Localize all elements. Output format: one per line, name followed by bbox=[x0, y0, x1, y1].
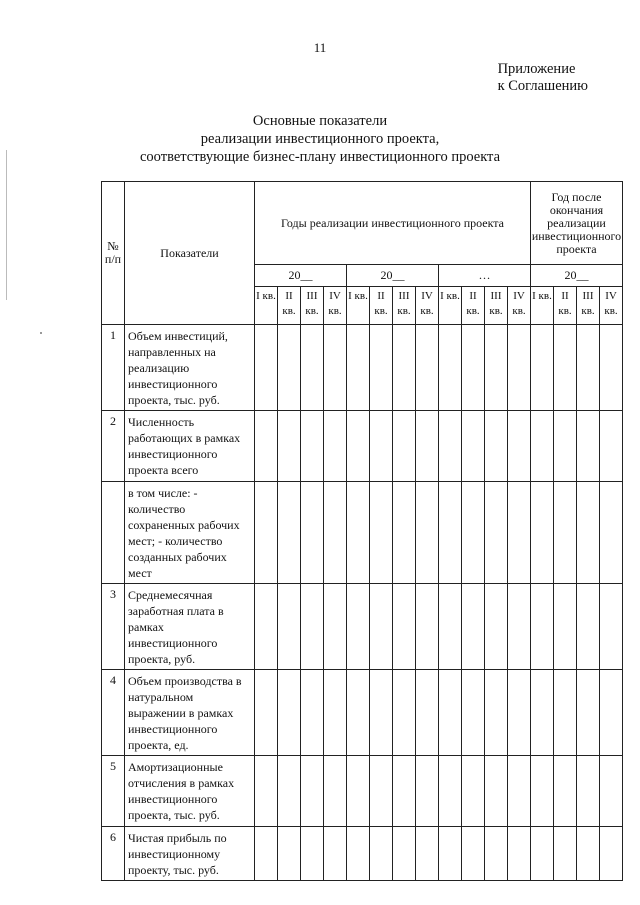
value-cell bbox=[347, 584, 370, 670]
row-number: 6 bbox=[102, 827, 125, 881]
value-cell bbox=[278, 411, 301, 482]
year-label: … bbox=[439, 265, 531, 287]
value-cell bbox=[485, 325, 508, 411]
value-cell bbox=[393, 670, 416, 756]
value-cell bbox=[554, 482, 577, 584]
quarter-label: III кв. bbox=[393, 287, 416, 325]
appendix-note bbox=[498, 61, 588, 95]
title-line-1: Основные показатели bbox=[252, 113, 388, 129]
appendix-line-2: к Соглашению bbox=[497, 78, 588, 94]
value-cell bbox=[485, 756, 508, 827]
value-cell bbox=[531, 670, 554, 756]
value-cell bbox=[577, 482, 600, 584]
row-number: 5 bbox=[102, 756, 125, 827]
value-cell bbox=[347, 756, 370, 827]
scan-artifact-dot bbox=[40, 332, 42, 334]
value-cell bbox=[462, 584, 485, 670]
value-cell bbox=[485, 411, 508, 482]
value-cell bbox=[416, 482, 439, 584]
year-label: 20__ bbox=[347, 265, 439, 287]
row-indicator: Объем производства в натуральном выражении в рамках инвестиционного проекта, ед. bbox=[125, 670, 255, 756]
row-number: 1 bbox=[102, 325, 125, 411]
value-cell bbox=[485, 482, 508, 584]
value-cell bbox=[278, 756, 301, 827]
value-cell bbox=[462, 325, 485, 411]
row-number bbox=[102, 482, 125, 584]
value-cell bbox=[255, 827, 278, 881]
value-cell bbox=[416, 325, 439, 411]
table-row bbox=[102, 482, 623, 584]
value-cell bbox=[301, 756, 324, 827]
value-cell bbox=[347, 827, 370, 881]
value-cell bbox=[508, 411, 531, 482]
value-cell bbox=[531, 482, 554, 584]
header-year-after: Год после окончания реализации инвестиционного проекта bbox=[531, 182, 623, 265]
year-label: 20__ bbox=[531, 265, 623, 287]
value-cell bbox=[324, 756, 347, 827]
value-cell bbox=[554, 584, 577, 670]
table-row bbox=[102, 325, 623, 411]
value-cell bbox=[347, 482, 370, 584]
value-cell bbox=[531, 584, 554, 670]
row-indicator: Амортизационные отчисления в рамках инвестиционного проекта, тыс. руб. bbox=[125, 756, 255, 827]
value-cell bbox=[531, 325, 554, 411]
value-cell bbox=[439, 584, 462, 670]
quarter-label: IV кв. bbox=[508, 287, 531, 325]
value-cell bbox=[508, 584, 531, 670]
value-cell bbox=[462, 827, 485, 881]
value-cell bbox=[439, 670, 462, 756]
value-cell bbox=[577, 584, 600, 670]
value-cell bbox=[554, 325, 577, 411]
table-row bbox=[102, 670, 623, 756]
value-cell bbox=[393, 756, 416, 827]
quarter-label: II кв. bbox=[278, 287, 301, 325]
document-title bbox=[0, 112, 640, 166]
quarter-label: IV кв. bbox=[416, 287, 439, 325]
value-cell bbox=[370, 411, 393, 482]
value-cell bbox=[462, 411, 485, 482]
value-cell bbox=[600, 411, 623, 482]
value-cell bbox=[324, 411, 347, 482]
value-cell bbox=[255, 325, 278, 411]
value-cell bbox=[301, 670, 324, 756]
value-cell bbox=[508, 482, 531, 584]
value-cell bbox=[554, 670, 577, 756]
header-indicators: Показатели bbox=[125, 182, 255, 325]
value-cell bbox=[370, 325, 393, 411]
quarter-label: III кв. bbox=[301, 287, 324, 325]
value-cell bbox=[439, 756, 462, 827]
value-cell bbox=[577, 827, 600, 881]
value-cell bbox=[278, 827, 301, 881]
value-cell bbox=[439, 827, 462, 881]
value-cell bbox=[278, 584, 301, 670]
value-cell bbox=[255, 411, 278, 482]
quarter-label: IV кв. bbox=[600, 287, 623, 325]
value-cell bbox=[531, 756, 554, 827]
value-cell bbox=[324, 584, 347, 670]
value-cell bbox=[393, 411, 416, 482]
value-cell bbox=[278, 325, 301, 411]
row-number: 2 bbox=[102, 411, 125, 482]
row-indicator: Численность работающих в рамках инвестиционного проекта всего bbox=[125, 411, 255, 482]
value-cell bbox=[600, 325, 623, 411]
value-cell bbox=[301, 325, 324, 411]
value-cell bbox=[600, 584, 623, 670]
value-cell bbox=[393, 827, 416, 881]
row-indicator: Объем инвестиций, направленных на реализацию инвестиционного проекта, тыс. руб. bbox=[125, 325, 255, 411]
row-indicator: Среднемесячная заработная плата в рамках инвестиционного проекта, руб. bbox=[125, 584, 255, 670]
row-number: 4 bbox=[102, 670, 125, 756]
value-cell bbox=[462, 756, 485, 827]
header-years-implementation: Годы реализации инвестиционного проекта bbox=[255, 182, 531, 265]
value-cell bbox=[370, 482, 393, 584]
value-cell bbox=[554, 411, 577, 482]
value-cell bbox=[600, 756, 623, 827]
value-cell bbox=[600, 827, 623, 881]
quarter-label: II кв. bbox=[554, 287, 577, 325]
value-cell bbox=[393, 325, 416, 411]
value-cell bbox=[485, 827, 508, 881]
value-cell bbox=[577, 670, 600, 756]
value-cell bbox=[439, 325, 462, 411]
value-cell bbox=[255, 670, 278, 756]
value-cell bbox=[577, 325, 600, 411]
value-cell bbox=[508, 756, 531, 827]
value-cell bbox=[255, 584, 278, 670]
value-cell bbox=[370, 584, 393, 670]
scan-artifact-line bbox=[6, 150, 7, 300]
title-line-3: соответствующие бизнес-плану инвестиционного проекта bbox=[139, 149, 501, 165]
value-cell bbox=[577, 411, 600, 482]
value-cell bbox=[508, 827, 531, 881]
value-cell bbox=[278, 670, 301, 756]
value-cell bbox=[416, 584, 439, 670]
value-cell bbox=[462, 482, 485, 584]
value-cell bbox=[301, 482, 324, 584]
value-cell bbox=[347, 670, 370, 756]
quarter-label: IV кв. bbox=[324, 287, 347, 325]
value-cell bbox=[439, 482, 462, 584]
value-cell bbox=[255, 756, 278, 827]
value-cell bbox=[416, 827, 439, 881]
value-cell bbox=[485, 584, 508, 670]
table-row bbox=[102, 756, 623, 827]
value-cell bbox=[370, 670, 393, 756]
page-number: 11 bbox=[313, 40, 327, 55]
value-cell bbox=[508, 670, 531, 756]
row-indicator: Чистая прибыль по инвестиционному проекту, тыс. руб. bbox=[125, 827, 255, 881]
value-cell bbox=[554, 827, 577, 881]
value-cell bbox=[370, 827, 393, 881]
value-cell bbox=[416, 411, 439, 482]
quarter-label: II кв. bbox=[462, 287, 485, 325]
value-cell bbox=[301, 411, 324, 482]
quarter-label: III кв. bbox=[485, 287, 508, 325]
quarter-label: I кв. bbox=[439, 287, 462, 325]
row-number: 3 bbox=[102, 584, 125, 670]
value-cell bbox=[324, 325, 347, 411]
value-cell bbox=[439, 411, 462, 482]
header-num: № п/п bbox=[102, 182, 125, 325]
value-cell bbox=[393, 482, 416, 584]
value-cell bbox=[554, 756, 577, 827]
table-row bbox=[102, 584, 623, 670]
value-cell bbox=[600, 482, 623, 584]
value-cell bbox=[347, 411, 370, 482]
value-cell bbox=[531, 827, 554, 881]
value-cell bbox=[416, 756, 439, 827]
value-cell bbox=[324, 482, 347, 584]
quarter-label: I кв. bbox=[347, 287, 370, 325]
quarter-label: I кв. bbox=[531, 287, 554, 325]
year-label: 20__ bbox=[255, 265, 347, 287]
title-line-2: реализации инвестиционного проекта, bbox=[200, 131, 440, 147]
quarter-label: I кв. bbox=[255, 287, 278, 325]
table-row bbox=[102, 411, 623, 482]
value-cell bbox=[370, 756, 393, 827]
value-cell bbox=[508, 325, 531, 411]
value-cell bbox=[485, 670, 508, 756]
value-cell bbox=[393, 584, 416, 670]
value-cell bbox=[416, 670, 439, 756]
value-cell bbox=[301, 827, 324, 881]
value-cell bbox=[324, 827, 347, 881]
value-cell bbox=[600, 670, 623, 756]
indicators-table bbox=[101, 181, 623, 881]
quarter-label: II кв. bbox=[370, 287, 393, 325]
value-cell bbox=[278, 482, 301, 584]
appendix-line-1: Приложение bbox=[497, 61, 576, 77]
value-cell bbox=[462, 670, 485, 756]
value-cell bbox=[347, 325, 370, 411]
value-cell bbox=[531, 411, 554, 482]
value-cell bbox=[577, 756, 600, 827]
table-row bbox=[102, 827, 623, 881]
value-cell bbox=[301, 584, 324, 670]
row-indicator: в том числе: - количество сохраненных рабочих мест; - количество созданных рабочих мест bbox=[125, 482, 255, 584]
value-cell bbox=[324, 670, 347, 756]
value-cell bbox=[255, 482, 278, 584]
quarter-label: III кв. bbox=[577, 287, 600, 325]
